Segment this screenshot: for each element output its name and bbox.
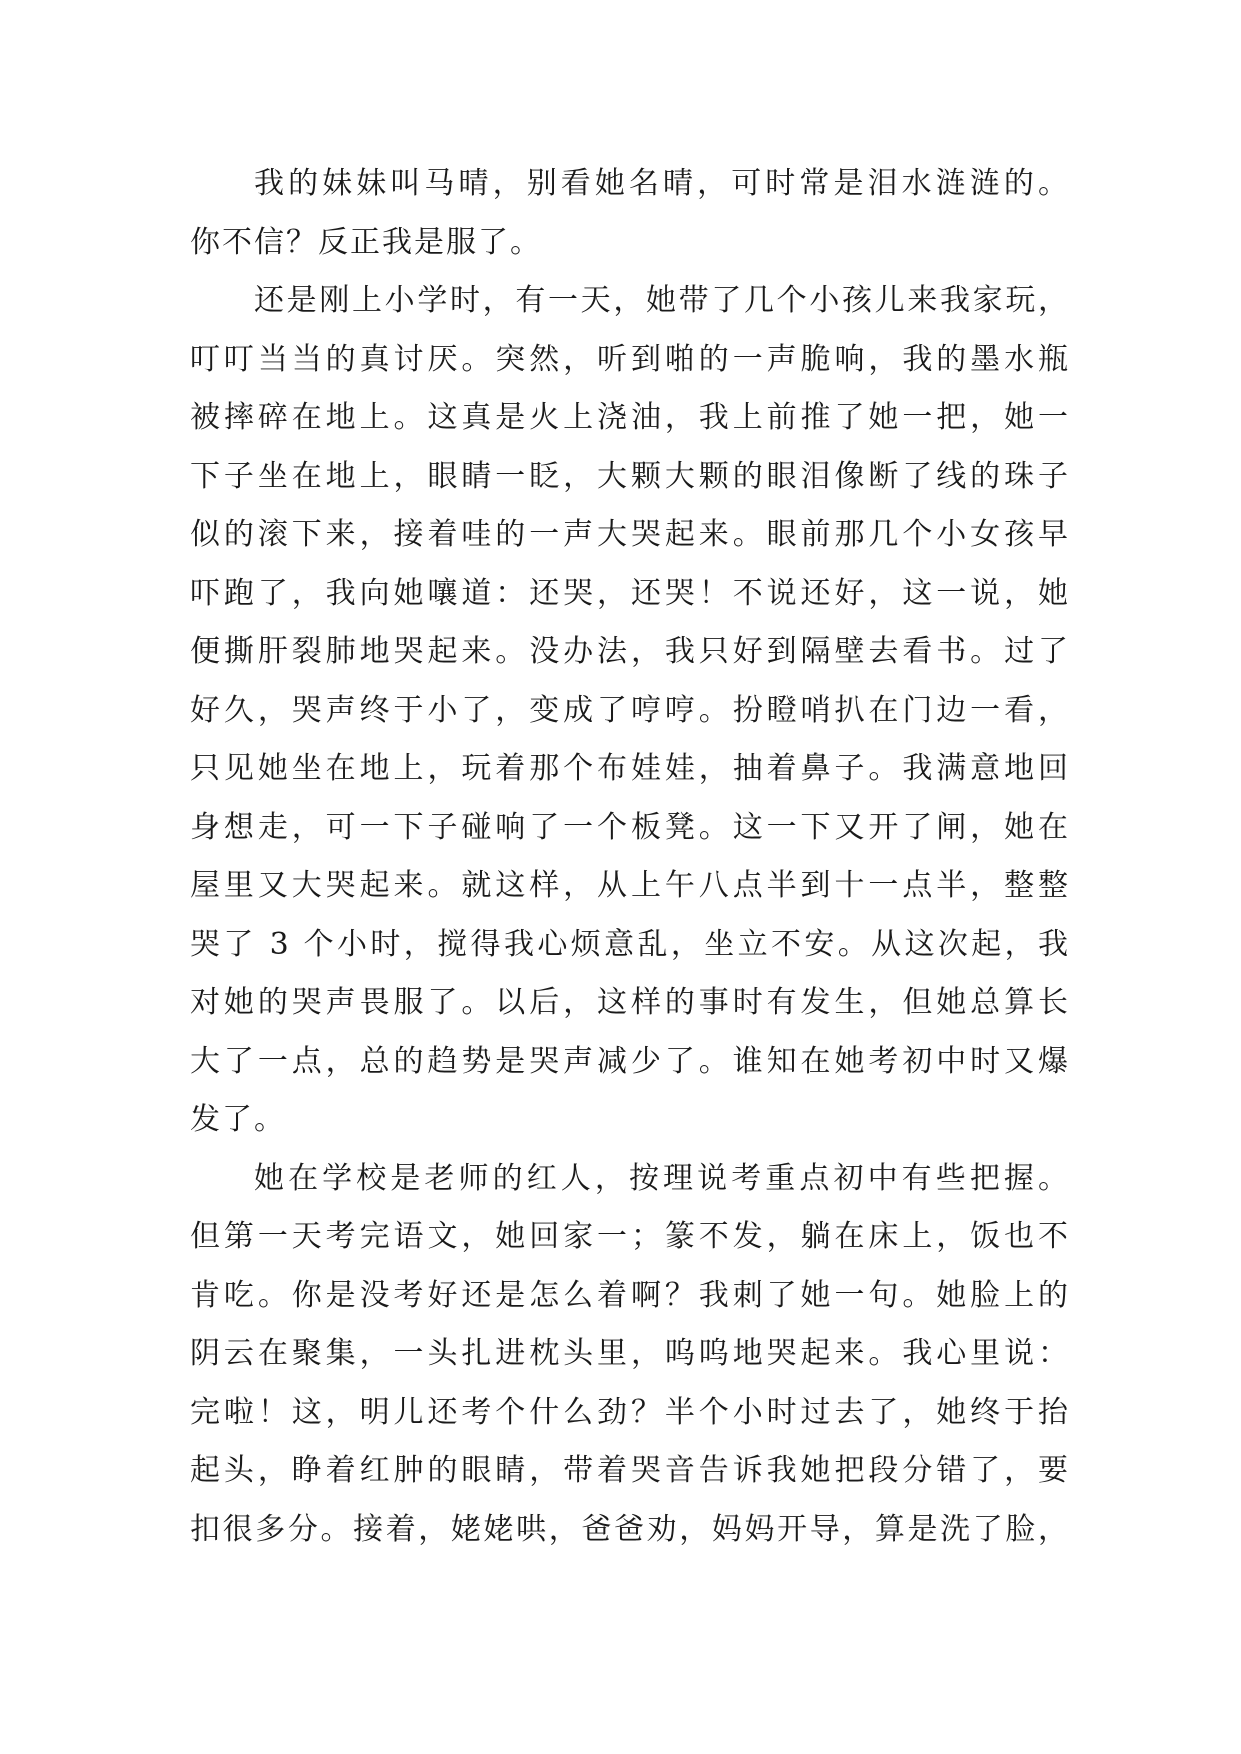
text-line: 屋里又大哭起来。就这样，从上午八点半到十一点半，整整 [190, 868, 1070, 903]
text-line: 起头，睁着红肿的眼睛，带着哭音告诉我她把段分错了，要 [190, 1453, 1070, 1488]
text-line: 她在学校是老师的红人，按理说考重点初中有些把握。 [254, 1160, 1070, 1196]
text-line: 阴云在聚集，一头扎进枕头里，呜呜地哭起来。我心里说： [190, 1336, 1070, 1371]
text-line: 好久，哭声终于小了，变成了哼哼。扮瞪哨扒在门边一看， [190, 692, 1070, 728]
paragraph-1 [190, 155, 1070, 272]
text-line: 只见她坐在地上，玩着那个布娃娃，抽着鼻子。我满意地回 [190, 751, 1070, 786]
text-line: 大了一点，总的趋势是哭声减少了。谁知在她考初中时又爆 [190, 1043, 1070, 1079]
text-line: 发了。 [190, 1102, 286, 1137]
text-line: 哭了 3 个小时，搅得我心烦意乱，坐立不安。从这次起，我 [190, 926, 1070, 962]
text-line: 叮叮当当的真讨厌。突然，听到啪的一声脆响，我的墨水瓶 [190, 341, 1070, 377]
text-line: 但第一天考完语文，她回家一；篆不发，躺在床上，饭也不 [190, 1219, 1070, 1254]
text-line: 还是刚上小学时，有一天，她带了几个小孩儿来我家玩， [254, 283, 1070, 318]
text-line: 便撕肝裂肺地哭起来。没办法，我只好到隔壁去看书。过了 [190, 634, 1070, 669]
text-line: 肯吃。你是没考好还是怎么着啊？我刺了她一句。她脸上的 [190, 1277, 1070, 1313]
paragraph-2 [190, 272, 1070, 1150]
text-line: 下子坐在地上，眼睛一眨，大颗大颗的眼泪像断了线的珠子 [190, 458, 1070, 494]
paragraph-3 [190, 1150, 1070, 1560]
text-line: 似的滚下来，接着哇的一声大哭起来。眼前那几个小女孩早 [190, 517, 1070, 552]
text-line: 我的妹妹叫马晴，别看她名晴，可时常是泪水涟涟的。 [254, 166, 1070, 201]
text-line: 你不信？反正我是服了。 [190, 224, 542, 260]
text-line: 对她的哭声畏服了。以后，这样的事时有发生，但她总算长 [190, 985, 1070, 1020]
text-line: 身想走，可一下子碰响了一个板凳。这一下又开了闸，她在 [190, 809, 1070, 845]
text-line: 扣很多分。接着，姥姥哄，爸爸劝，妈妈开导，算是洗了脸， [190, 1511, 1070, 1547]
article-body [190, 155, 1070, 1559]
text-line: 被摔碎在地上。这真是火上浇油，我上前推了她一把，她一 [190, 400, 1070, 435]
text-line: 吓跑了，我向她嚷道：还哭，还哭！不说还好，这一说，她 [190, 575, 1070, 611]
text-line: 完啦！这，明儿还考个什么劲？半个小时过去了，她终于抬 [190, 1394, 1070, 1430]
